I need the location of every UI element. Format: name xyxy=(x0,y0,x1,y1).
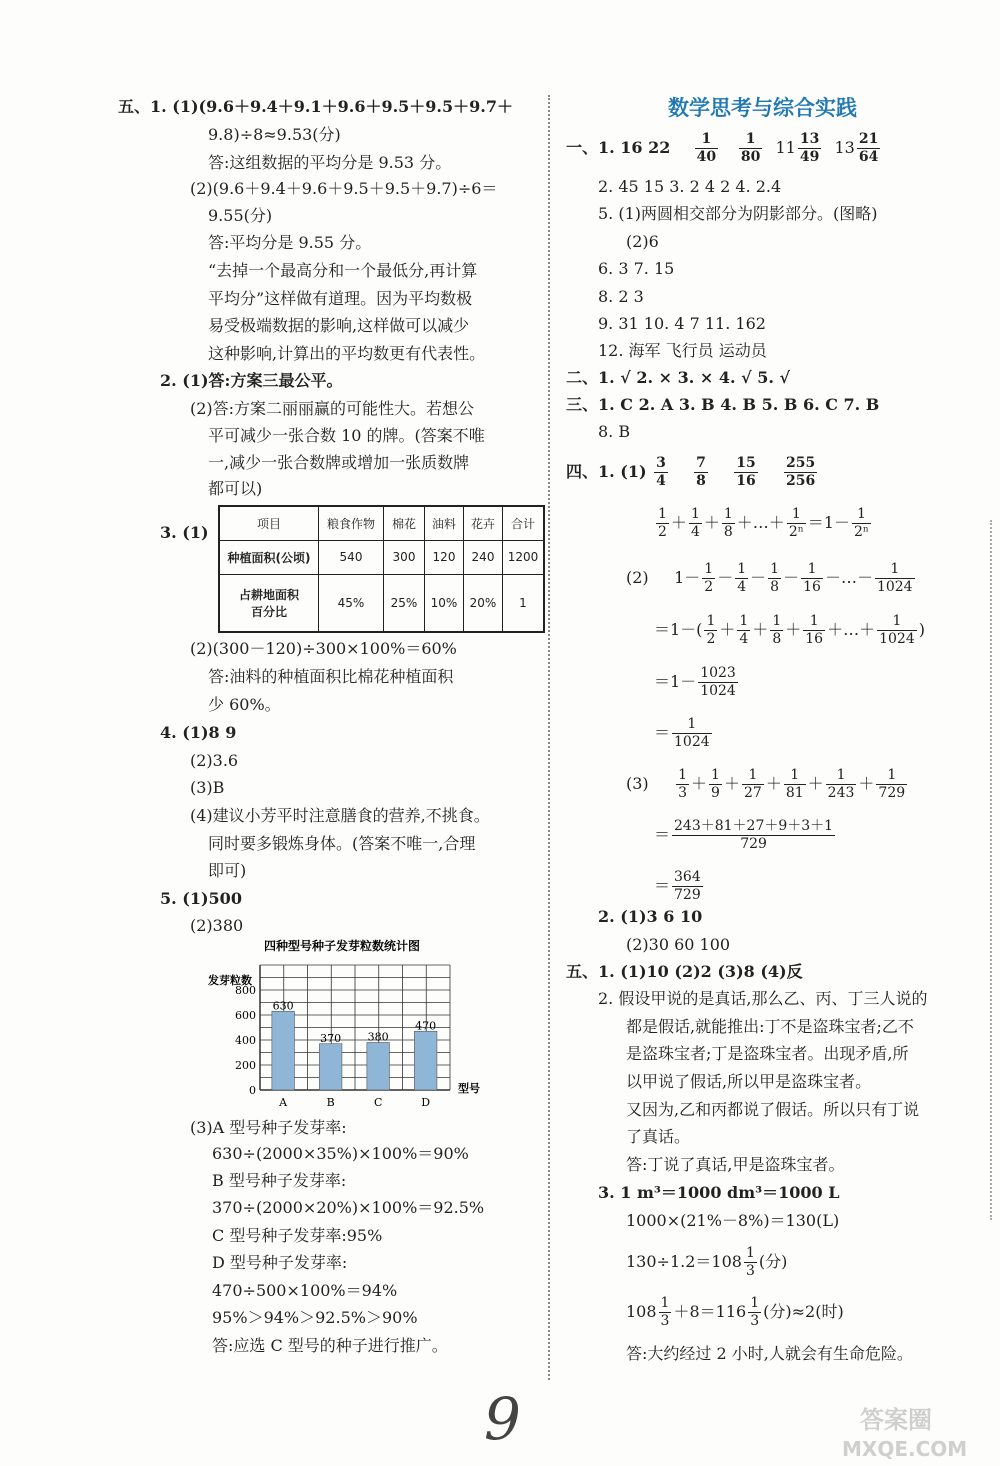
operator: ＋ xyxy=(670,513,687,532)
numerator: 1 xyxy=(706,613,716,629)
answer-line: 2. (1)3 6 10 xyxy=(598,907,703,926)
text-line: (4)建议小芳平时注意膳食的营养,不挑食。 xyxy=(190,806,490,825)
text-line: (3)B xyxy=(190,778,225,797)
operator: － xyxy=(783,568,800,587)
numerator: 1 xyxy=(875,561,915,579)
fraction xyxy=(689,506,702,541)
denominator: 80 xyxy=(740,149,761,165)
numerator: 7 xyxy=(696,455,706,471)
answer-line: 8. 2 3 xyxy=(598,287,644,306)
fraction xyxy=(695,131,718,166)
fraction xyxy=(654,455,668,490)
answer-line xyxy=(626,1292,844,1332)
answer-line: 答:大约经过 2 小时,人就会有生命危险。 xyxy=(626,1344,913,1363)
operator: ＋ xyxy=(691,774,708,793)
table-header: 粮食作物 xyxy=(319,506,384,540)
answer-line xyxy=(626,1242,787,1282)
denominator: 2ⁿ xyxy=(853,524,869,540)
text-line: 答:应选 C 型号的种子进行推广。 xyxy=(212,1336,448,1355)
fraction xyxy=(787,506,806,541)
table-cell: 20% xyxy=(464,574,503,632)
text-segment: 13 xyxy=(834,138,855,157)
answer-line: 以甲说了假话,所以甲是盗珠宝者。 xyxy=(626,1072,872,1091)
numerator: 255 xyxy=(785,455,816,471)
table-cell: 540 xyxy=(319,540,384,574)
fraction xyxy=(875,561,915,596)
numerator: 1023 xyxy=(700,665,736,681)
numerator: 1 xyxy=(787,506,806,524)
chart-labels xyxy=(207,973,480,1109)
item-label: (2) xyxy=(626,568,649,587)
fraction xyxy=(672,818,835,853)
numerator: 1 xyxy=(852,506,871,524)
text-line: 答:这组数据的平均分是 9.53 分。 xyxy=(208,153,452,172)
fraction xyxy=(659,1295,672,1330)
equation-line xyxy=(626,558,917,598)
text-line: 5. (1)500 xyxy=(160,889,242,908)
text-line: 都可以) xyxy=(208,479,263,498)
denominator: 729 xyxy=(740,836,767,852)
operator: ＋…＋ xyxy=(736,513,785,532)
operator: ＝ xyxy=(654,825,671,844)
fraction xyxy=(672,716,712,751)
x-tick-label: A xyxy=(279,1096,288,1109)
answer-line: 3. 1 m³＝1000 dm³＝1000 L xyxy=(598,1183,840,1202)
fraction xyxy=(798,131,821,166)
equation-line xyxy=(654,610,925,650)
operator: ＝ xyxy=(654,876,671,895)
denominator: 40 xyxy=(696,149,717,165)
denominator: 81 xyxy=(785,785,804,801)
denominator: 729 xyxy=(674,887,701,903)
table-cell xyxy=(219,574,319,632)
y-axis-label: 发芽粒数 xyxy=(208,974,252,987)
operator: 1－ xyxy=(674,568,701,587)
numerator: 1 xyxy=(737,561,747,577)
denominator: 8 xyxy=(772,631,782,647)
numerator: 1 xyxy=(877,613,917,631)
text-line: 易受极端数据的影响,这样做可以减少 xyxy=(208,316,470,335)
numerator: 1 xyxy=(739,131,762,149)
denominator: 4 xyxy=(690,524,700,540)
y-tick-label: 800 xyxy=(235,984,256,997)
text-line: 9.55(分) xyxy=(208,206,273,225)
watermark-url: MXQE.COM xyxy=(842,1437,968,1461)
x-tick-label: D xyxy=(421,1096,431,1109)
table-cell: 45% xyxy=(319,574,384,632)
denominator: 8 xyxy=(770,579,780,595)
fraction xyxy=(698,665,738,700)
answer-line: 2. 假设甲说的是真话,那么乙、丙、丁三人说的 xyxy=(598,989,928,1008)
fraction xyxy=(784,767,806,802)
page-number: 9 xyxy=(484,1385,521,1453)
denominator: 1024 xyxy=(879,631,915,647)
denominator: 16 xyxy=(736,473,756,489)
denominator: 1024 xyxy=(876,579,913,595)
operator: －…－ xyxy=(824,568,873,587)
fraction xyxy=(784,455,817,490)
answer-line: 12. 海军 飞行员 运动员 xyxy=(598,341,767,360)
denominator: 2 xyxy=(658,524,667,540)
section-title: 数学思考与综合实践 xyxy=(668,96,857,120)
bar xyxy=(414,1031,437,1090)
operator: ＋ xyxy=(765,774,782,793)
denominator: 27 xyxy=(743,785,762,801)
fraction xyxy=(803,613,825,648)
text-line: 即可) xyxy=(208,861,247,880)
text-line: 同时要多锻炼身体。(答案不唯一,合理 xyxy=(208,834,476,853)
numerator: 1 xyxy=(658,506,667,522)
numerator: 1 xyxy=(660,1295,670,1311)
table-cell: 10% xyxy=(425,574,464,632)
table-cell: 25% xyxy=(384,574,425,632)
numerator: 1 xyxy=(750,1295,760,1311)
bar-value-label: 370 xyxy=(320,1031,342,1045)
text-line: (2)3.6 xyxy=(190,751,239,770)
numerator: 1 xyxy=(678,767,688,783)
text-segment: ＋8＝116 xyxy=(673,1302,747,1321)
operator: － xyxy=(717,568,734,587)
watermark-logo: 答案圈 xyxy=(860,1406,932,1434)
fraction xyxy=(877,613,917,648)
chart-title: 四种型号种子发芽粒数统计图 xyxy=(264,939,421,953)
fraction xyxy=(737,613,750,648)
table-cell: 1 xyxy=(503,574,545,632)
denominator: 3 xyxy=(660,1313,670,1329)
x-tick-label: B xyxy=(326,1096,335,1109)
text-line: 95%＞94%＞92.5%＞90% xyxy=(212,1308,418,1327)
text-line: “去掉一个最高分和一个最低分,再计算 xyxy=(208,261,478,280)
fraction xyxy=(768,561,781,596)
numerator: 1 xyxy=(711,767,720,783)
y-tick-label: 600 xyxy=(235,1009,256,1022)
numerator: 1 xyxy=(801,561,823,579)
fraction xyxy=(852,506,871,541)
numerator: 1 xyxy=(672,716,712,734)
equation-line xyxy=(654,866,705,906)
text-line: (2)答:方案二丽丽赢的可能性大。若想公 xyxy=(190,399,475,418)
operator: ＋…＋ xyxy=(827,620,876,639)
bar xyxy=(319,1044,342,1090)
numerator: 1 xyxy=(742,767,764,785)
text-segment: 130÷1.2＝108 xyxy=(626,1252,742,1271)
text-segment: 一、1. 16 22 xyxy=(566,138,671,157)
bar-value-label: 630 xyxy=(272,999,294,1013)
table-cell: 种植面积(公顷) xyxy=(219,540,319,574)
operator: － xyxy=(750,568,767,587)
text-line: 3. (1) xyxy=(160,523,209,542)
text-line: 答:油料的种植面积比棉花种植面积 xyxy=(208,667,454,686)
text-line: 这种影响,计算出的平均数更有代表性。 xyxy=(208,344,486,363)
numerator: 243＋81＋27＋9＋3＋1 xyxy=(674,818,834,834)
denominator: 8 xyxy=(723,524,733,540)
text-line: (2)(9.6＋9.4＋9.6＋9.5＋9.5＋9.7)÷6＝ xyxy=(190,179,498,198)
text-segment: 四、1. (1) xyxy=(566,462,647,481)
answer-line: 都是假话,就能推出:丁不是盗珠宝者;乙不 xyxy=(626,1017,914,1036)
answer-line: 6. 3 7. 15 xyxy=(598,259,675,278)
operator: ＋ xyxy=(723,774,740,793)
operator: ＝ xyxy=(654,723,671,742)
x-axis-label: 型号 xyxy=(458,1082,480,1095)
denominator: 4 xyxy=(737,579,747,595)
answer-line: 三、1. C 2. A 3. B 4. B 5. B 6. C 7. B xyxy=(566,395,880,414)
text-segment: 108 xyxy=(626,1302,657,1321)
bar-value-label: 470 xyxy=(415,1019,437,1033)
fraction xyxy=(770,613,783,648)
table-header: 合计 xyxy=(503,506,545,540)
bar xyxy=(367,1043,390,1091)
fraction xyxy=(735,561,748,596)
fraction xyxy=(702,561,715,596)
equation-line xyxy=(654,815,837,855)
bar-value-label: 380 xyxy=(367,1030,389,1044)
equation-line xyxy=(654,713,714,753)
seed-chart xyxy=(208,939,500,1109)
text-segment: (分)≈2(时) xyxy=(763,1302,844,1321)
denominator: 2ⁿ xyxy=(788,524,804,540)
numerator: 1 xyxy=(770,561,780,577)
answer-line: 又因为,乙和丙都说了假话。所以只有丁说 xyxy=(626,1100,920,1119)
answer-line: 8. B xyxy=(598,422,631,441)
denominator: 3 xyxy=(750,1313,760,1329)
fraction xyxy=(876,767,907,802)
fraction xyxy=(801,561,823,596)
text-line: 9.8)÷8≈9.53(分) xyxy=(208,125,341,144)
planting-table xyxy=(218,505,545,633)
denominator: 2 xyxy=(704,579,714,595)
row-label: 占耕地面积 xyxy=(238,587,299,602)
text-line: 630÷(2000×35%)×100%＝90% xyxy=(212,1144,469,1163)
fraction xyxy=(739,131,762,166)
operator: ＝1－ xyxy=(654,672,697,691)
answer-line xyxy=(566,128,882,168)
table-cell: 300 xyxy=(384,540,425,574)
numerator: 1 xyxy=(784,767,806,785)
answer-line xyxy=(566,452,819,492)
text-segment: (分) xyxy=(758,1252,788,1271)
denominator: 16 xyxy=(805,631,824,647)
text-line: D 型号种子发芽率: xyxy=(212,1253,348,1272)
operator: ＋ xyxy=(752,620,769,639)
operator: ＋ xyxy=(719,620,736,639)
denominator: 256 xyxy=(785,473,816,489)
text-line: 平可减少一张合数 10 的牌。(答案不唯 xyxy=(208,426,485,445)
fraction xyxy=(857,131,880,166)
column-divider xyxy=(548,95,550,1380)
fraction xyxy=(748,1295,761,1330)
numerator: 15 xyxy=(736,455,756,471)
fraction xyxy=(826,767,857,802)
denominator: 16 xyxy=(803,579,821,595)
table-header: 花卉 xyxy=(464,506,503,540)
denominator: 49 xyxy=(799,149,820,165)
numerator: 1 xyxy=(826,767,857,785)
fraction xyxy=(734,455,757,490)
text-line: 一,减少一张合数牌或增加一张质数牌 xyxy=(208,453,470,472)
chart-bars xyxy=(272,1011,437,1090)
denominator: 9 xyxy=(711,785,720,801)
numerator: 1 xyxy=(803,613,825,631)
fraction xyxy=(709,767,722,802)
text-line: (2)(300－120)÷300×100%＝60% xyxy=(190,639,457,658)
answer-line: 五、1. (1)10 (2)2 (3)8 (4)反 xyxy=(566,962,803,981)
text-line: 470÷500×100%＝94% xyxy=(212,1281,398,1300)
item-label: (3) xyxy=(626,774,649,793)
numerator: 13 xyxy=(799,131,820,147)
text-line: (2)380 xyxy=(190,916,244,935)
equation-line xyxy=(654,503,873,543)
text-line: 平均分”这样做有道理。因为平均数极 xyxy=(208,289,473,308)
text-segment: 11 xyxy=(775,138,796,157)
denominator: 3 xyxy=(678,785,688,801)
table-header: 油料 xyxy=(425,506,464,540)
numerator: 1 xyxy=(704,561,714,577)
operator: ＝1－( xyxy=(654,620,703,639)
fraction xyxy=(704,613,717,648)
fraction xyxy=(694,455,708,490)
row-label: 百分比 xyxy=(250,604,287,619)
operator: ) xyxy=(918,620,925,639)
bar xyxy=(272,1011,295,1090)
table-header: 项目 xyxy=(219,506,319,540)
operator: ＋ xyxy=(858,774,875,793)
fraction xyxy=(672,869,703,904)
numerator: 364 xyxy=(674,869,701,885)
text-line: 2. (1)答:方案三最公平。 xyxy=(160,371,343,390)
denominator: 1024 xyxy=(674,734,710,750)
numerator: 1 xyxy=(723,506,733,522)
answer-line: 9. 31 10. 4 7 11. 162 xyxy=(598,314,766,333)
text-line: 五、1. (1)(9.6＋9.4＋9.1＋9.6＋9.5＋9.5＋9.7＋ xyxy=(118,97,513,116)
answer-line: 了真话。 xyxy=(626,1127,691,1146)
text-line: B 型号种子发芽率: xyxy=(212,1171,347,1190)
numerator: 1 xyxy=(876,767,907,785)
denominator: 8 xyxy=(696,473,706,489)
answer-line: 是盗珠宝者;丁是盗珠宝者。出现矛盾,所 xyxy=(626,1044,909,1063)
operator: ＋ xyxy=(785,620,802,639)
answer-line: (2)30 60 100 xyxy=(626,935,731,954)
table-cell: 1200 xyxy=(503,540,545,574)
table-cell: 240 xyxy=(464,540,503,574)
numerator: 1 xyxy=(772,613,782,629)
answer-line: 2. 45 15 3. 2 4 2 4. 2.4 xyxy=(598,177,782,196)
text-line: C 型号种子发芽率:95% xyxy=(212,1226,383,1245)
numerator: 3 xyxy=(656,455,666,471)
numerator: 1 xyxy=(695,131,718,149)
operator: ＋ xyxy=(703,513,720,532)
fraction xyxy=(676,767,689,802)
denominator: 1024 xyxy=(700,683,736,699)
table-header: 棉花 xyxy=(384,506,425,540)
equation-line xyxy=(654,662,740,702)
x-tick-label: C xyxy=(373,1096,383,1109)
fraction xyxy=(722,506,735,541)
answer-line: 1000×(21%－8%)＝130(L) xyxy=(626,1211,840,1230)
answer-line: 二、1. √ 2. × 3. × 4. √ 5. √ xyxy=(566,368,791,387)
operator: ＝1－ xyxy=(807,513,850,532)
denominator: 243 xyxy=(827,785,855,801)
denominator: 4 xyxy=(739,631,749,647)
denominator: 4 xyxy=(656,473,666,489)
numerator: 1 xyxy=(745,1245,755,1261)
table-cell: 120 xyxy=(425,540,464,574)
denominator: 729 xyxy=(878,785,906,801)
text-line: 370÷(2000×20%)×100%＝92.5% xyxy=(212,1198,485,1217)
y-tick-label: 0 xyxy=(249,1084,256,1097)
y-tick-label: 200 xyxy=(235,1059,256,1072)
text-line: (3)A 型号种子发芽率: xyxy=(190,1118,347,1137)
equation-line xyxy=(626,764,909,804)
answer-line: 5. (1)两圆相交部分为阴影部分。(图略) xyxy=(598,204,878,223)
fraction xyxy=(744,1245,757,1280)
denominator: 3 xyxy=(745,1263,755,1279)
answer-line: 答:丁说了真话,甲是盗珠宝者。 xyxy=(626,1155,845,1174)
text-line: 少 60%。 xyxy=(208,695,281,714)
numerator: 1 xyxy=(690,506,700,522)
text-line: 4. (1)8 9 xyxy=(160,723,237,742)
denominator: 2 xyxy=(706,631,716,647)
numerator: 1 xyxy=(739,613,749,629)
y-tick-label: 400 xyxy=(235,1034,256,1047)
numerator: 21 xyxy=(858,131,879,147)
fraction xyxy=(742,767,764,802)
fraction xyxy=(656,506,669,541)
text-line: 答:平均分是 9.55 分。 xyxy=(208,233,372,252)
answer-line: (2)6 xyxy=(626,232,659,251)
operator: ＋ xyxy=(807,774,824,793)
margin-rule xyxy=(990,520,992,1220)
denominator: 64 xyxy=(858,149,879,165)
